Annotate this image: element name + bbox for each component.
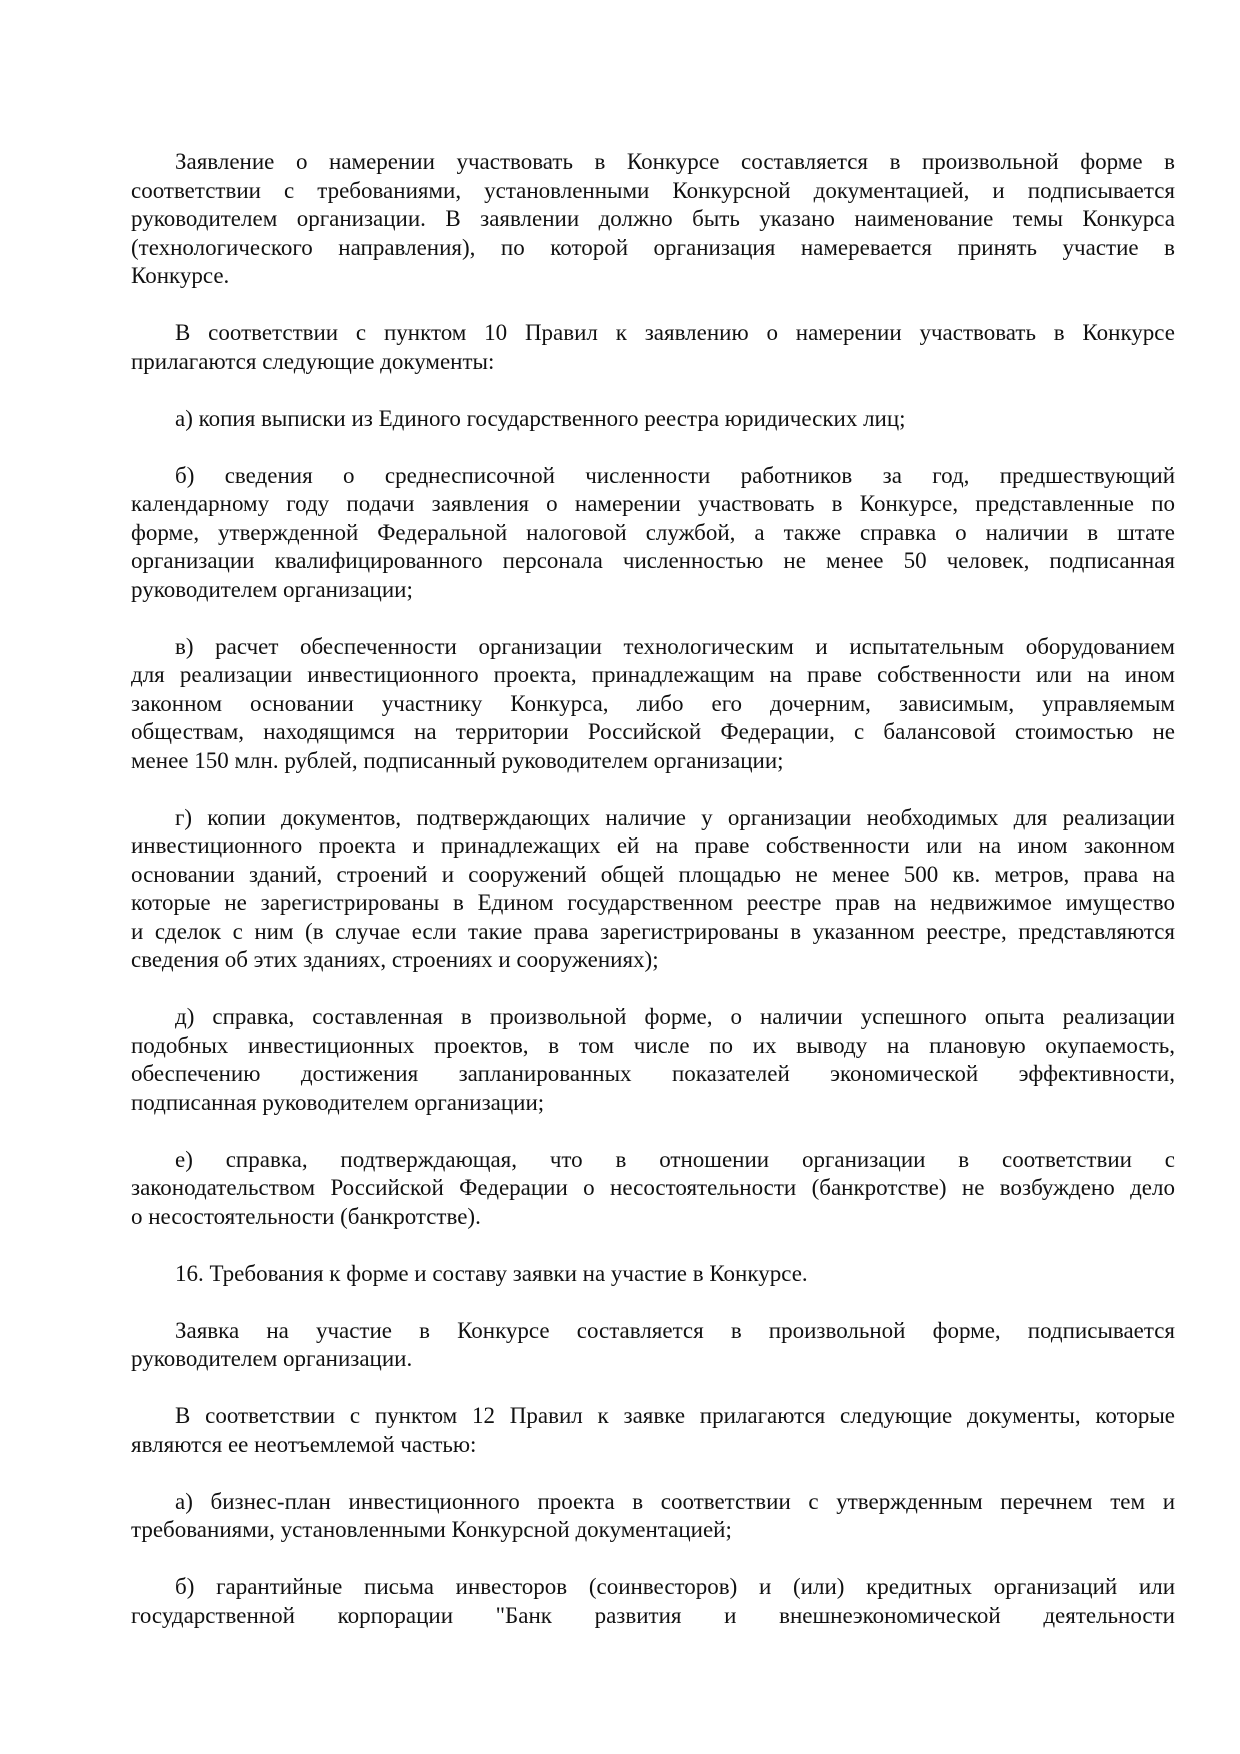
text-line: которые не зарегистрированы в Едином государственном реестре прав на недвижимое имущество [131,890,1175,915]
text-line: обеспечению достижения запланированных показателей экономической эффективности, [131,1061,1175,1086]
text-line: Заявка на участие в Конкурсе составляется в произвольной форме, подписывается [175,1317,1175,1343]
text-line: сведения об этих зданиях, строениях и сооружениях); [131,947,659,972]
paragraph [131,405,1175,434]
text-line: подписанная руководителем организации; [131,1089,545,1115]
text-line: организации квалифицированного персонала численностью не менее 50 человек, подписанная [131,548,1175,573]
paragraph [131,1488,1175,1545]
text-line: прилагаются следующие документы: [131,348,495,374]
paragraph [131,1573,1175,1630]
text-line: менее 150 млн. рублей, подписанный руководителем организации; [131,747,784,773]
text-line: подобных инвестиционных проектов, в том числе по их выводу на плановую окупаемость, [131,1032,1175,1058]
text-line: календарному году подачи заявления о намерении участвовать в Конкурсе, представленные по [131,491,1175,516]
text-line: форме, утвержденной Федеральной налоговой службой, а также справка о наличии в штате [131,519,1175,545]
text-line: требованиями, установленными Конкурсной документацией; [131,1517,732,1542]
text-line: Конкурсе. [131,263,230,288]
text-line: В соответствии с пунктом 12 Правил к заявке прилагаются следующие документы, которые [175,1403,1175,1428]
text-line: законном основании участнику Конкурса, либо его дочерним, зависимым, управляемым [131,690,1175,716]
text-line: а) копия выписки из Единого государственного реестра юридических лиц; [175,405,906,431]
text-line: государственной корпорации "Банк развития и внешнеэкономической деятельности [131,1602,1175,1628]
text-line: руководителем организации. [131,1346,413,1371]
text-line: в) расчет обеспеченности организации технологическим и испытательным оборудованием [175,633,1175,659]
paragraph [131,462,1175,605]
paragraph [131,1402,1175,1459]
text-line: обществам, находящимся на территории Российской Федерации, с балансовой стоимостью не [131,719,1175,744]
text-line: и сделок с ним (в случае если такие права зарегистрированы в указанном реестре, представляются [131,918,1175,944]
text-line: для реализации инвестиционного проекта, принадлежащим на праве собственности или на ином [131,662,1175,687]
text-line: е) справка, подтверждающая, что в отношении организации в соответствии с [175,1146,1175,1172]
text-line: г) копии документов, подтверждающих наличие у организации необходимых для реализации [175,804,1175,830]
paragraph [131,1317,1175,1374]
text-line: инвестиционного проекта и принадлежащих ей на праве собственности или на ином законном [131,833,1175,858]
text-line: о несостоятельности (банкротстве). [131,1203,481,1229]
text-line: соответствии с требованиями, установленными Конкурсной документацией, и подписывается [131,177,1175,203]
text-line: 16. Требования к форме и составу заявки на участие в Конкурсе. [175,1260,808,1286]
paragraph [131,633,1175,776]
document-page [131,148,1175,1659]
text-line: основании зданий, строений и сооружений общей площадью не менее 500 кв. метров, права на [131,861,1175,887]
text-line: В соответствии с пунктом 10 Правил к заявлению о намерении участвовать в Конкурсе [175,320,1175,345]
text-line: (технологического направления), по которой организация намеревается принять участие в [131,234,1175,260]
text-line: б) гарантийные письма инвесторов (соинвесторов) и (или) кредитных организаций или [175,1574,1175,1599]
text-line: законодательством Российской Федерации о несостоятельности (банкротстве) не возбуждено дело [131,1175,1175,1200]
paragraph [131,1260,1175,1289]
text-line: руководителем организации; [131,576,413,602]
paragraph [131,1146,1175,1232]
text-line: являются ее неотъемлемой частью: [131,1431,477,1457]
text-line: б) сведения о среднесписочной численности работников за год, предшествующий [175,462,1175,488]
paragraph [131,1003,1175,1117]
text-line: руководителем организации. В заявлении должно быть указано наименование темы Конкурса [131,206,1175,231]
paragraph [131,804,1175,975]
text-line: а) бизнес-план инвестиционного проекта в соответствии с утвержденным перечнем тем и [175,1488,1175,1514]
paragraph [131,148,1175,291]
text-line: д) справка, составленная в произвольной форме, о наличии успешного опыта реализации [175,1004,1175,1029]
text-line: Заявление о намерении участвовать в Конкурсе составляется в произвольной форме в [175,149,1175,174]
paragraph [131,319,1175,376]
